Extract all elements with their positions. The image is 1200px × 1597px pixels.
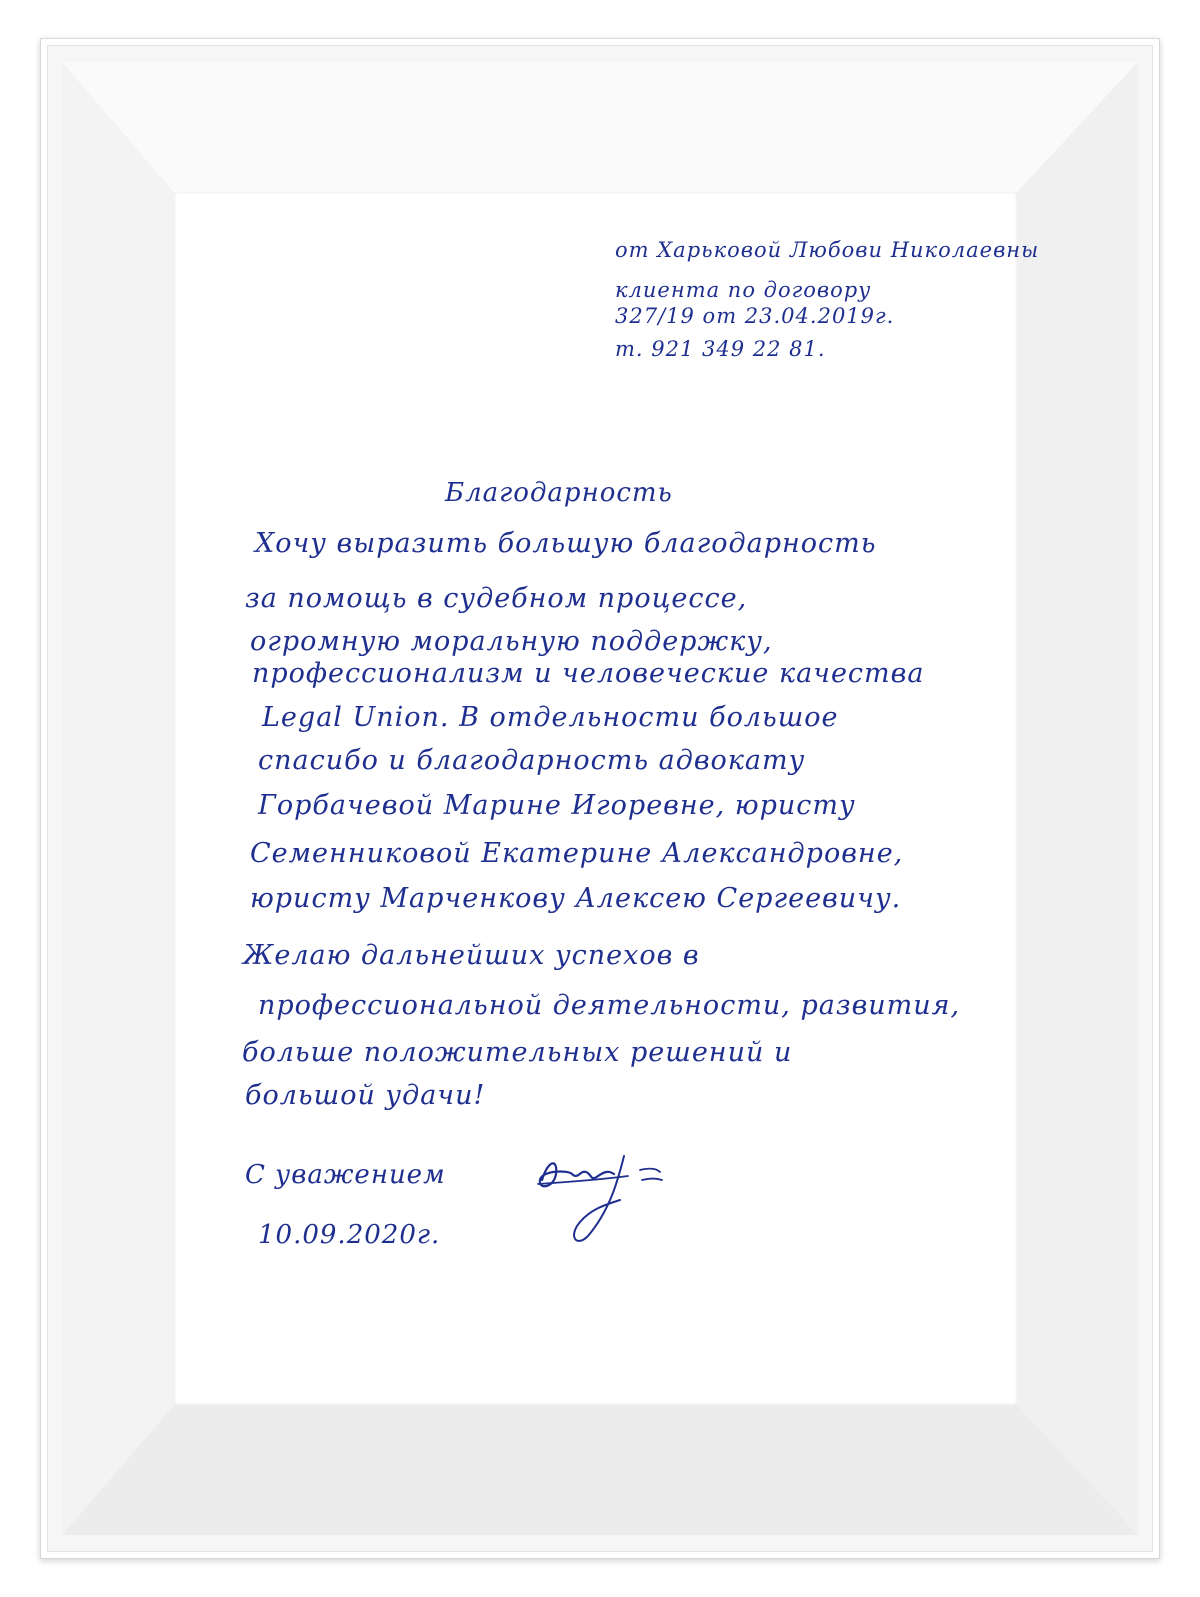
letter-title: Благодарность — [445, 478, 673, 508]
body-line: больше положительных решений и — [242, 1037, 793, 1068]
header-line-phone: т. 921 349 22 81. — [615, 337, 826, 361]
header-line-contract: 327/19 от 23.04.2019г. — [615, 304, 895, 328]
body-line: Семенниковой Екатерине Александровне, — [250, 838, 904, 869]
body-line: Legal Union. В отдельности большое — [262, 702, 839, 733]
body-line: огромную моральную поддержку, — [250, 626, 773, 657]
body-line: за помощь в судебном процессе, — [245, 583, 748, 614]
body-line: большой удачи! — [245, 1080, 486, 1111]
body-line: Желаю дальнейших успехов в — [243, 940, 700, 971]
handwritten-signature — [528, 1140, 678, 1250]
body-line: спасибо и благодарность адвокату — [258, 745, 806, 776]
body-line: Хочу выразить большую благодарность — [255, 528, 877, 559]
body-line: профессионализм и человеческие качества — [252, 658, 925, 689]
header-line-from: от Харьковой Любови Николаевны — [615, 238, 1040, 262]
header-line-client: клиента по договору — [615, 278, 872, 302]
closing-text: С уважением — [245, 1160, 446, 1190]
body-line: Горбачевой Марине Игоревне, юристу — [258, 790, 856, 821]
letter-date: 10.09.2020г. — [258, 1220, 441, 1250]
body-line: профессиональной деятельности, развития, — [258, 990, 961, 1021]
body-line: юристу Марченкову Алексею Сергеевичу. — [250, 883, 902, 914]
